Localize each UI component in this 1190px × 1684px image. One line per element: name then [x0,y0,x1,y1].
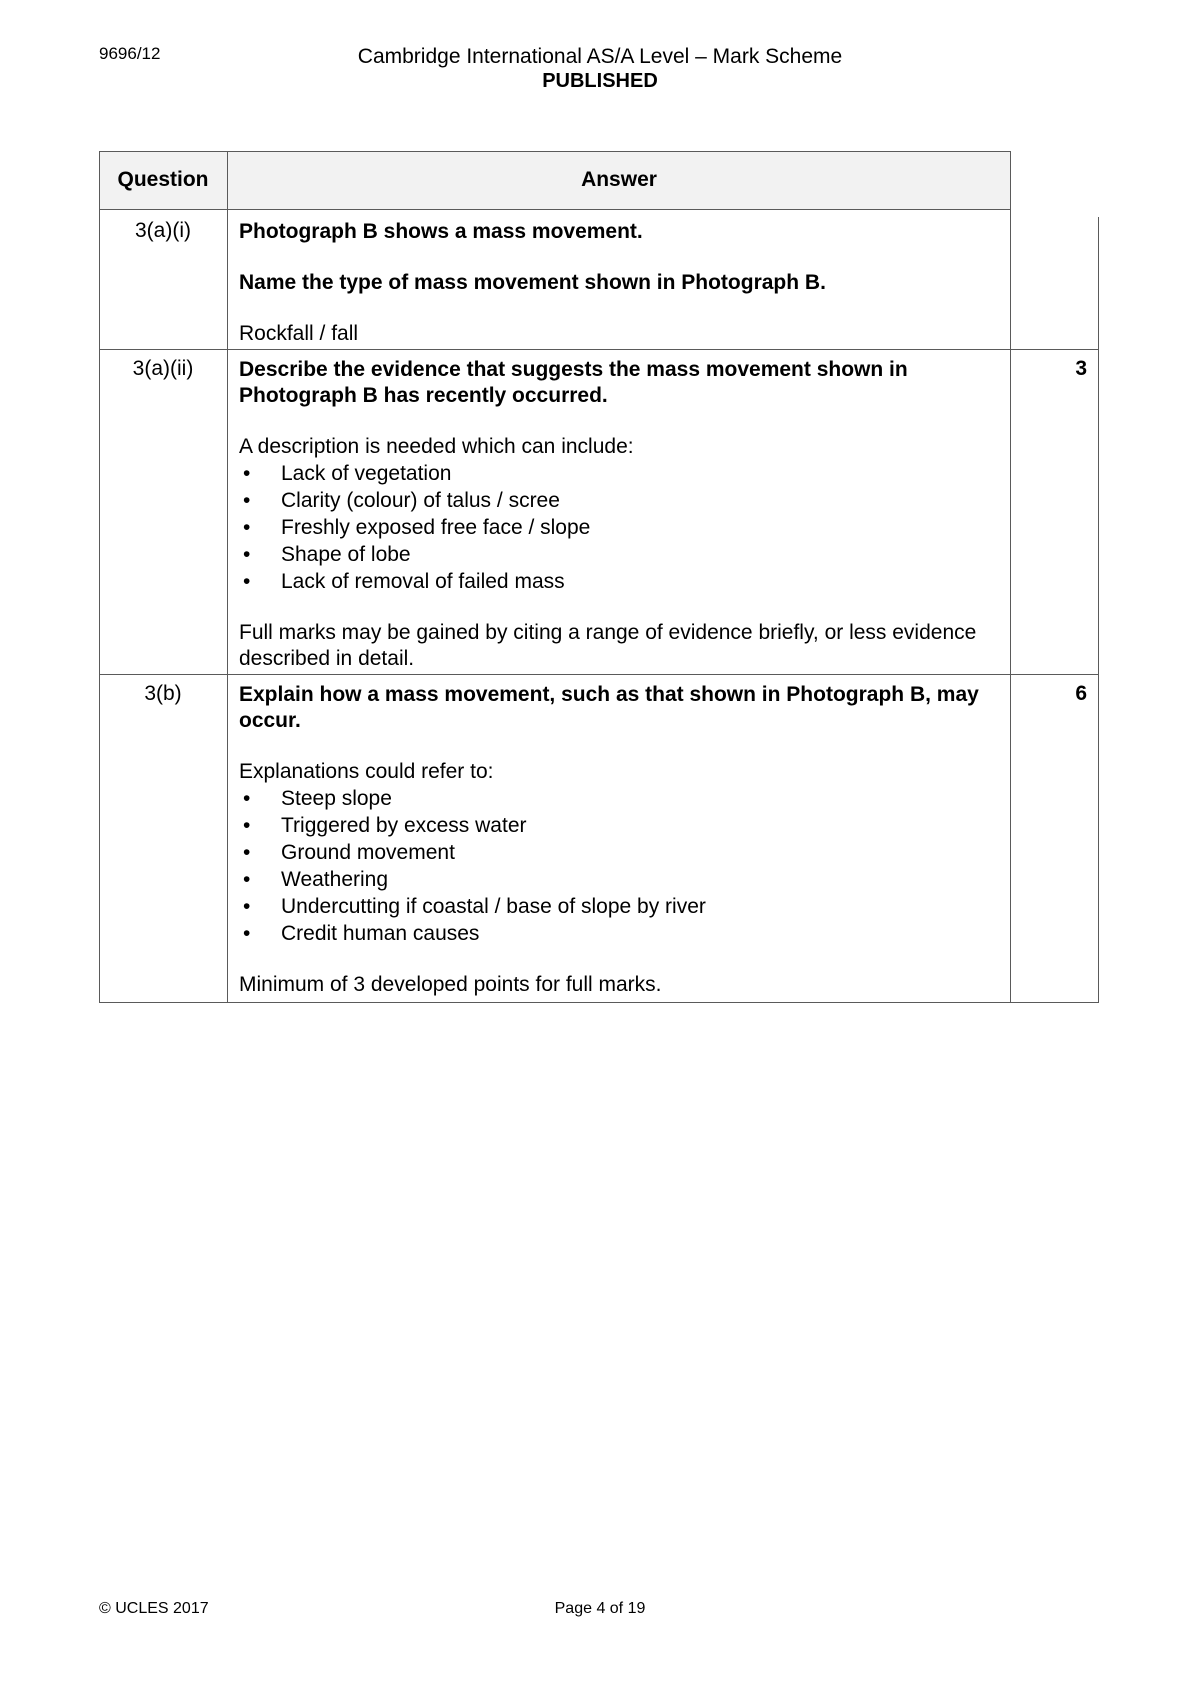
question-prompt: Photograph B shows a mass movement. [239,220,643,243]
paper-code: 9696/12 [99,44,161,63]
mark-value: 3 [1075,357,1087,380]
answer-cell [239,219,1009,347]
table-border [99,1002,1099,1003]
table-border [99,151,100,1003]
row-divider [99,674,1099,675]
table-border [1098,217,1099,1003]
page-header [300,44,900,94]
column-divider [1010,151,1011,1003]
question-prompt: Describe the evidence that suggests the mass movement shown in Photograph B has recently occurred. [239,358,908,407]
footer-copyright: © UCLES 2017 [99,1600,209,1617]
table-border [99,209,1011,210]
column-header-answer: Answer [227,151,1011,209]
table-border [99,151,1011,152]
question-prompt: Name the type of mass movement shown in Photograph B. [239,271,826,294]
list-item: • Ground movement [239,839,1009,866]
answer-bullet-list [239,460,1009,595]
answer-bullet-list [239,785,1009,947]
question-number: 3(b) [144,682,182,705]
list-item: • Undercutting if coastal / base of slope by river [239,893,1009,920]
list-item: • Freshly exposed free face / slope [239,514,1009,541]
list-item: • Shape of lobe [239,541,1009,568]
header-title: Cambridge International AS/A Level – Mark Scheme [357,45,843,68]
answer-intro: Explanations could refer to: [239,760,494,783]
answer-note: Full marks may be gained by citing a range of evidence briefly, or less evidence described in detail. [239,621,977,670]
column-divider [227,151,228,1003]
list-item: • Clarity (colour) of talus / scree [239,487,1009,514]
header-status: PUBLISHED [542,70,658,92]
footer-page-number: Page 4 of 19 [554,1600,646,1617]
mark-value: 6 [1075,682,1087,705]
column-header-question: Question [99,151,227,209]
answer-cell [239,357,1009,672]
answer-intro: A description is needed which can include: [239,435,634,458]
list-item: • Lack of removal of failed mass [239,568,1009,595]
answer-text: Rockfall / fall [239,322,359,345]
question-number: 3(a)(ii) [132,357,194,380]
list-item: • Triggered by excess water [239,812,1009,839]
question-number: 3(a)(i) [135,219,191,242]
row-divider [99,349,1099,350]
list-item: • Steep slope [239,785,1009,812]
answer-note: Minimum of 3 developed points for full marks. [239,973,662,996]
question-prompt: Explain how a mass movement, such as that shown in Photograph B, may occur. [239,683,979,732]
mark-scheme-table [99,151,1099,1001]
list-item: • Weathering [239,866,1009,893]
list-item: • Lack of vegetation [239,460,1009,487]
list-item: • Credit human causes [239,920,1009,947]
answer-cell [239,682,1009,998]
